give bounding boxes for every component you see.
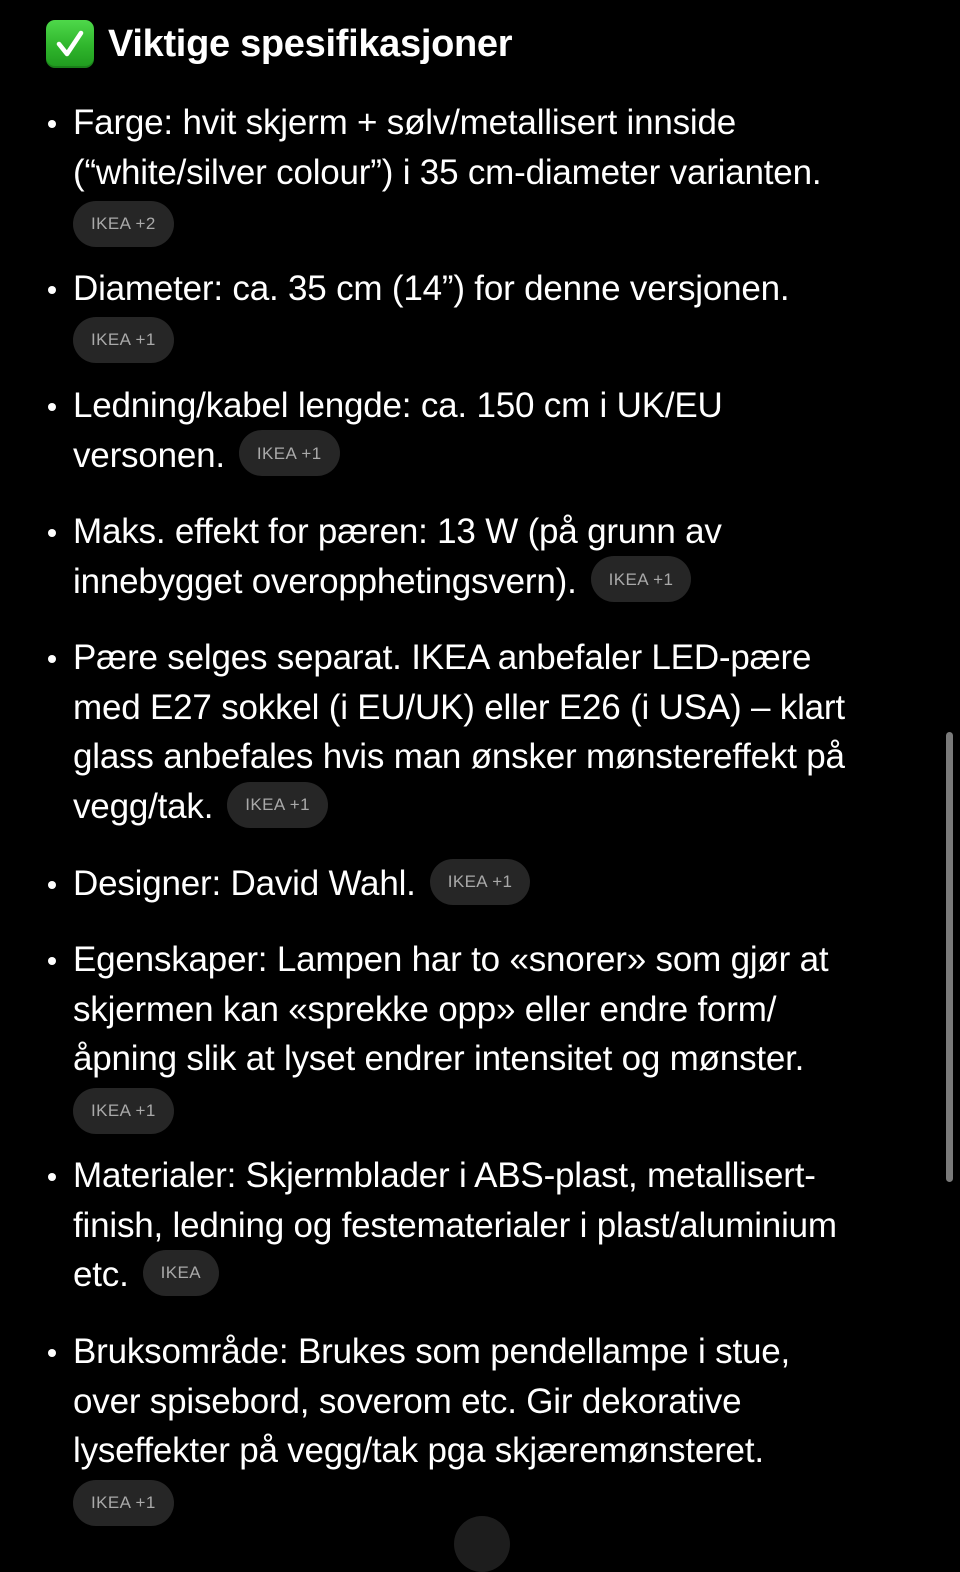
bullet: [48, 286, 56, 294]
text-line: lyseffekter på vegg/tak pga skjæremønsteret.: [73, 1431, 764, 1471]
text-line: finish, ledning og festematerialer i plast/aluminium: [73, 1205, 837, 1245]
list-item-text: [73, 935, 913, 1134]
section-heading: [46, 18, 512, 70]
text-line: Egenskaper: Lampen har to «snorer» som gjør at: [73, 940, 829, 979]
vertical-scrollbar[interactable]: [946, 732, 953, 1182]
list-item-text: [73, 507, 913, 606]
source-citation-pill[interactable]: IKEA +1: [73, 317, 174, 363]
bullet: [48, 120, 56, 128]
list-item-text: [73, 264, 913, 364]
text-line: med E27 sokkel (i EU/UK) eller E26 (i USA) – klart: [73, 687, 845, 727]
text-line: glass anbefales hvis man ønsker mønstereffekt på: [73, 737, 845, 777]
check-mark-button-icon: [46, 20, 94, 68]
source-citation-pill[interactable]: IKEA +1: [591, 556, 692, 602]
bullet: [48, 403, 56, 411]
text-line: Bruksområde: Brukes som pendellampe i stue,: [73, 1332, 791, 1371]
text-line: etc.: [73, 1255, 129, 1295]
bullet: [48, 655, 56, 663]
text-line: over spisebord, soverom etc. Gir dekorative: [73, 1381, 742, 1421]
text-line: vegg/tak.: [73, 787, 214, 827]
section-title: Viktige spesifikasjoner: [108, 22, 513, 65]
text-line: innebygget overopphetingsvern).: [73, 561, 577, 601]
text-line: Designer: David Wahl.: [73, 864, 416, 903]
list-item-text: [73, 859, 913, 909]
text-line: Farge: hvit skjerm + sølv/metallisert innside: [73, 103, 737, 142]
text-line: skjermen kan «sprekke opp» eller endre form/: [73, 989, 777, 1029]
bullet: [48, 881, 56, 889]
bullet: [48, 529, 56, 537]
bullet: [48, 1173, 56, 1181]
text-line: åpning slik at lyset endrer intensitet og mønster.: [73, 1039, 805, 1079]
text-line: (“white/silver colour”) i 35 cm-diameter varianten.: [73, 152, 822, 192]
text-line: versonen.: [73, 435, 225, 475]
text-line: Ledning/kabel lengde: ca. 150 cm i UK/EU: [73, 386, 723, 425]
text-line: Maks. effekt for pæren: 13 W (på grunn av: [73, 512, 722, 551]
scroll-to-bottom-button[interactable]: [454, 1516, 510, 1572]
list-item-text: [73, 1327, 913, 1526]
source-citation-pill[interactable]: IKEA +1: [430, 859, 531, 905]
source-citation-pill[interactable]: IKEA +1: [73, 1088, 174, 1134]
source-citation-pill[interactable]: IKEA +1: [73, 1480, 174, 1526]
list-item-text: [73, 633, 913, 832]
text-line: Pære selges separat. IKEA anbefaler LED-pære: [73, 638, 812, 677]
source-citation-pill[interactable]: IKEA: [143, 1250, 219, 1296]
list-item-text: [73, 381, 913, 480]
source-citation-pill[interactable]: IKEA +1: [227, 782, 328, 828]
text-line: Materialer: Skjermblader i ABS-plast, metallisert-: [73, 1156, 816, 1195]
list-item-text: [73, 98, 913, 247]
bullet: [48, 1349, 56, 1357]
text-line: Diameter: ca. 35 cm (14”) for denne versjonen.: [73, 269, 790, 308]
source-citation-pill[interactable]: IKEA +1: [239, 430, 340, 476]
list-item-text: [73, 1151, 913, 1300]
source-citation-pill[interactable]: IKEA +2: [73, 201, 174, 247]
bullet: [48, 957, 56, 965]
